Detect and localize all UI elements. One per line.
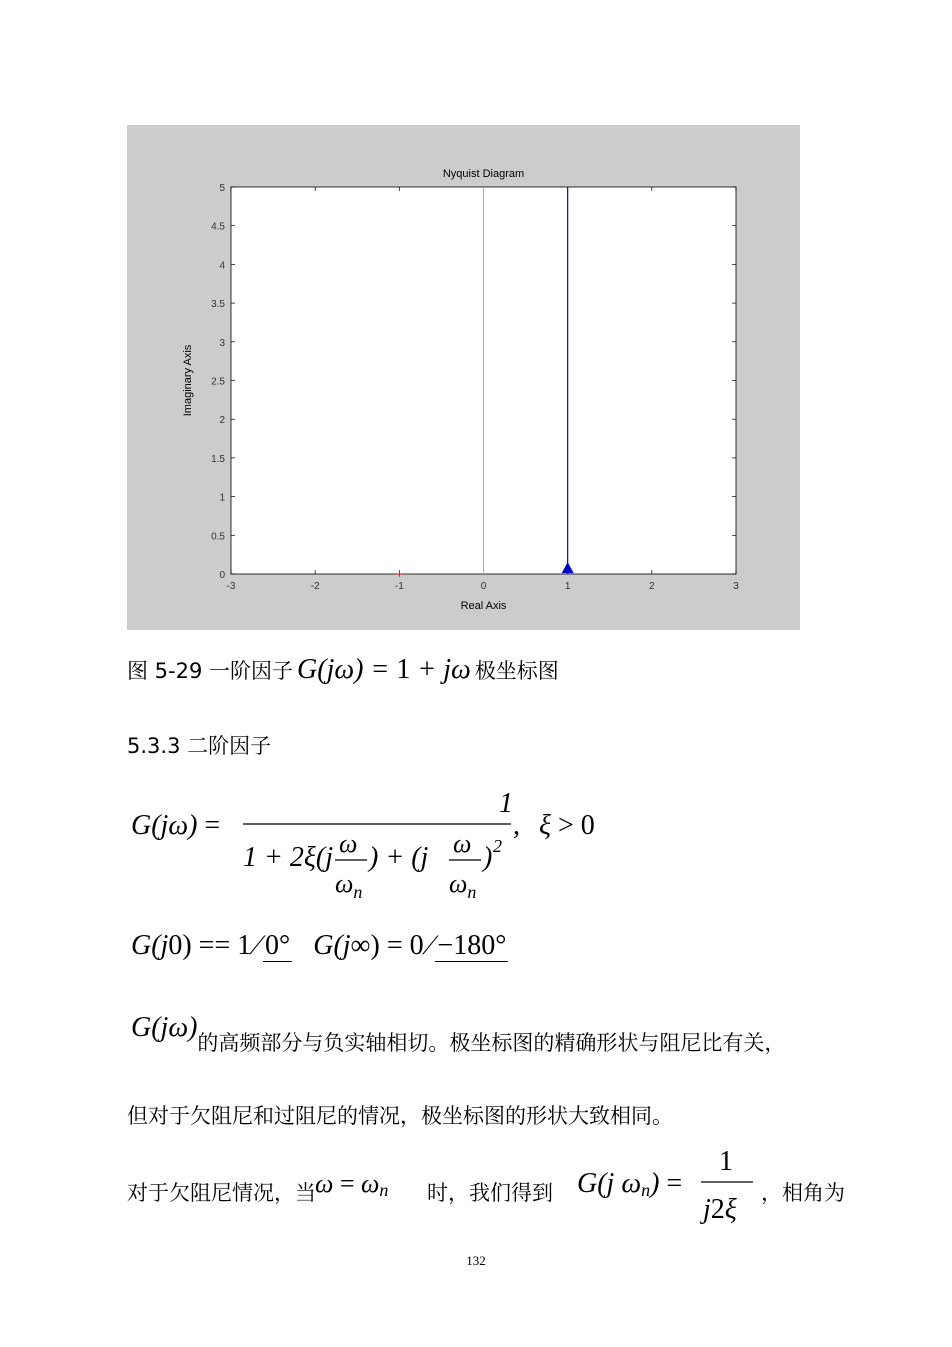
x-tick-label: 0	[480, 581, 487, 592]
x-tick-label: 1	[564, 581, 571, 592]
svg-text:): )	[483, 842, 493, 873]
svg-text:1: 1	[499, 788, 513, 819]
equation-transfer-function	[131, 786, 651, 914]
y-tick-label: 1.5	[211, 453, 225, 465]
caption-formula: G(jω) = 1 + jω	[297, 654, 471, 685]
x-tick-label: -3	[226, 581, 236, 592]
critical-point-marker: +	[395, 567, 403, 581]
p3-text-c: ，相角为	[761, 1181, 845, 1205]
nyquist-figure	[127, 125, 800, 630]
svg-text:,: ,	[513, 810, 520, 841]
p1-text: 的高频部分与负实轴相切。极坐标图的精确形状与阻尼比有关，	[197, 1031, 786, 1055]
svg-text:ξ > 0: ξ > 0	[539, 810, 595, 841]
figure-caption	[127, 654, 559, 690]
x-tick-label: 2	[649, 581, 655, 592]
svg-text:1: 1	[719, 1146, 733, 1177]
svg-text:G(j ωn) =: G(j ωn) =	[577, 1168, 683, 1200]
x-tick-label: 3	[733, 581, 739, 592]
svg-text:ωn: $\omega_n$	[335, 869, 363, 902]
y-tick-label: 5	[219, 183, 225, 194]
y-tick-label: 3	[219, 337, 225, 349]
section-title: 5.3.3 二阶因子	[127, 734, 272, 758]
y-tick-label: 2.5	[211, 376, 225, 388]
svg-text:ω: ω	[453, 829, 472, 858]
paragraph-underdamped	[127, 1148, 887, 1232]
chart-title: Nyquist Diagram	[442, 168, 525, 180]
equation-limits: G(j0) == 1/0° G(j∞) = 0/−180°	[131, 930, 507, 961]
caption-prefix: 图 5-29 一阶因子	[127, 659, 294, 683]
x-tick-label: -2	[310, 581, 320, 592]
y-tick-label: 1	[219, 492, 225, 504]
x-tick-label: -1	[394, 581, 404, 592]
svg-text:ωn: $\omega_n$	[449, 869, 477, 902]
x-axis-label: Real Axis	[460, 600, 507, 612]
svg-text:G(jω) =: G(jω) =	[131, 810, 221, 841]
paragraph-high-frequency	[131, 1012, 786, 1058]
p3-text-a: 对于欠阻尼情况，当	[127, 1181, 316, 1205]
y-tick-label: 2	[219, 415, 225, 427]
equation-1-svg	[131, 786, 651, 906]
y-tick-label: 3.5	[211, 299, 225, 311]
paragraph-damping: 但对于欠阻尼和过阻尼的情况，极坐标图的形状大致相同。	[127, 1104, 673, 1128]
y-tick-label: 0.5	[211, 531, 225, 543]
p1-formula: G(jω)	[131, 1012, 198, 1043]
paragraph-3-svg	[127, 1148, 887, 1228]
svg-text:2: 2	[493, 836, 502, 856]
y-axis-label: Imaginary Axis	[182, 344, 194, 417]
page-number: 132	[466, 1253, 486, 1268]
p3-text-b: 时，我们得到	[427, 1181, 553, 1205]
svg-text:ω: ω	[339, 829, 358, 858]
caption-suffix: 极坐标图	[474, 659, 559, 683]
svg-text:ω = ωn: ω = ωn	[315, 1169, 389, 1200]
svg-text:) + (j: ) + (j	[369, 842, 429, 873]
svg-text:j2ξ: j2ξ	[703, 1194, 737, 1225]
nyquist-chart	[127, 125, 800, 630]
y-tick-label: 4	[219, 260, 225, 272]
y-tick-label: 0	[219, 570, 225, 581]
svg-text:1 + 2ξ(j: 1 + 2ξ(j	[243, 842, 334, 873]
y-tick-label: 4.5	[211, 221, 225, 233]
